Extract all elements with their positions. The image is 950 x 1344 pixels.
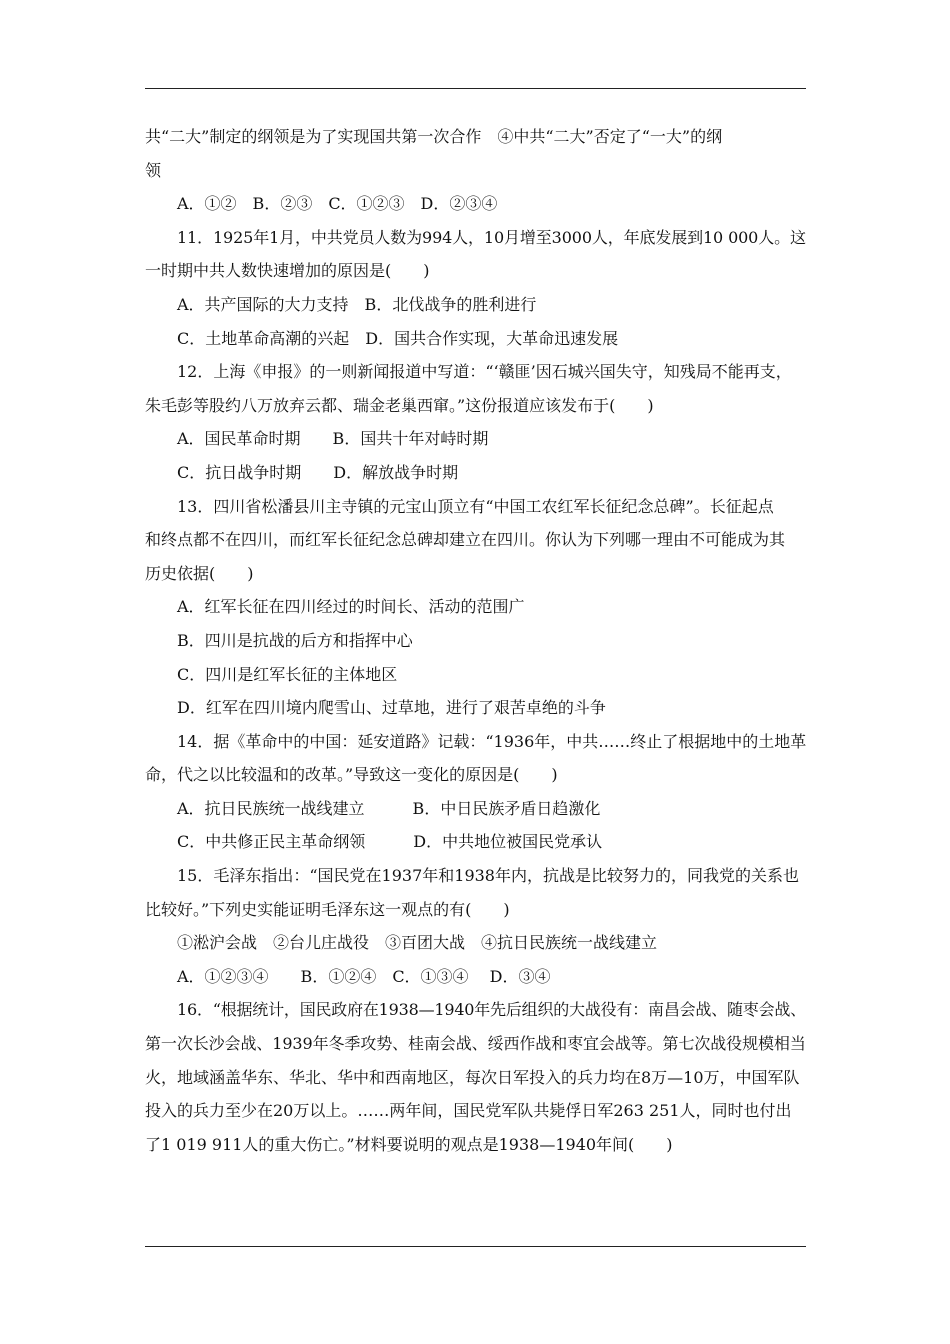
footer-rule xyxy=(145,1246,806,1247)
header-rule xyxy=(145,88,806,89)
text-line: 领 xyxy=(145,160,162,180)
text-line: 第一次长沙会战、1939年冬季攻势、桂南会战、绥西作战和枣宜会战等。第七次战役规模相当 xyxy=(145,1034,806,1054)
text-line: 14．据《革命中的中国：延安道路》记载：“1936年，中共……终止了根据地中的土地革 xyxy=(177,731,806,751)
text-line: B．四川是抗战的后方和指挥中心 xyxy=(177,630,413,650)
text-line: 11．1925年1月，中共党员人数为994人，10月增至3000人，年底发展到10 000人。这 xyxy=(177,227,806,247)
text-line: C．土地革命高潮的兴起 D．国共合作实现，大革命迅速发展 xyxy=(177,328,619,348)
text-line: 和终点都不在四川，而红军长征纪念总碑却建立在四川。你认为下列哪一理由不可能成为其 xyxy=(145,530,786,550)
text-line: 比较好。”下列史实能证明毛泽东这一观点的有( ) xyxy=(145,899,510,919)
text-line: ①淞沪会战 ②台儿庄战役 ③百团大战 ④抗日民族统一战线建立 xyxy=(177,933,658,953)
text-line: A．红军长征在四川经过的时间长、活动的范围广 xyxy=(177,597,525,617)
text-line: D．红军在四川境内爬雪山、过草地，进行了艰苦卓绝的斗争 xyxy=(177,698,606,718)
text-line: A．①② B．②③ C．①②③ D．②③④ xyxy=(177,194,498,214)
text-line: 朱毛彭等股约八万放弃云都、瑞金老巢西窜。”这份报道应该发布于( ) xyxy=(145,395,654,415)
text-line: C．四川是红军长征的主体地区 xyxy=(177,664,398,684)
text-line: C．中共修正民主革命纲领 D．中共地位被国民党承认 xyxy=(177,832,603,852)
text-line: 命，代之以比较温和的改革。”导致这一变化的原因是( ) xyxy=(145,765,558,785)
text-line: 历史依据( ) xyxy=(145,563,254,583)
text-line: 投入的兵力至少在20万以上。……两年间，国民党军队共毙俘日军263 251人，同时也付出 xyxy=(145,1101,792,1121)
text-line: A．①②③④ B．①②④ C．①③④ D．③④ xyxy=(177,966,551,986)
text-line: 火，地域涵盖华东、华北、华中和西南地区，每次日军投入的兵力均在8万—10万，中国军队 xyxy=(145,1067,800,1087)
text-line: 一时期中共人数快速增加的原因是( ) xyxy=(145,261,430,281)
text-line: C．抗日战争时期 D．解放战争时期 xyxy=(177,462,459,482)
text-line: A．抗日民族统一战线建立 B．中日民族矛盾日趋激化 xyxy=(177,798,601,818)
text-line: 了1 019 911人的重大伤亡。”材料要说明的观点是1938—1940年间( ) xyxy=(145,1134,673,1154)
text-line: 16．“根据统计，国民政府在1938—1940年先后组织的大战役有：南昌会战、随枣会战、 xyxy=(177,1000,806,1020)
text-line: 12．上海《申报》的一则新闻报道中写道：“‘赣匪’因石城兴国失守，知残局不能再支， xyxy=(177,362,792,382)
document-body xyxy=(145,120,806,1161)
text-line: A．国民革命时期 B．国共十年对峙时期 xyxy=(177,429,489,449)
text-line: 共“二大”制定的纲领是为了实现国共第一次合作 ④中共“二大”否定了“一大”的纲 xyxy=(145,127,723,146)
text-line: 15．毛泽东指出：“国民党在1937年和1938年内，抗战是比较努力的，同我党的关系也 xyxy=(177,866,799,886)
text-line: 13．四川省松潘县川主寺镇的元宝山顶立有“中国工农红军长征纪念总碑”。长征起点 xyxy=(177,496,774,516)
text-line: A．共产国际的大力支持 B．北伐战争的胜利进行 xyxy=(177,294,537,314)
